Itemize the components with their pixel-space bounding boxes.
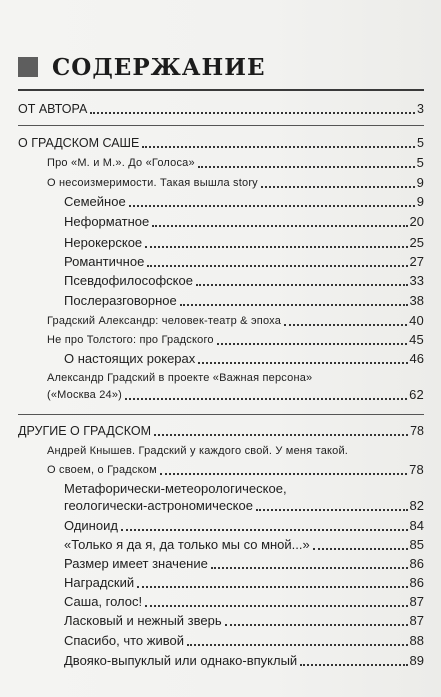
- entry-title: Неформатное: [64, 214, 150, 229]
- toc-entry-meteo[interactable]: [64, 498, 424, 514]
- entry-page: 33: [409, 273, 424, 288]
- dot-leader: [198, 165, 415, 168]
- entry-page: 86: [409, 556, 424, 571]
- toc-entry-neformat[interactable]: [64, 214, 424, 230]
- dot-leader: [261, 185, 415, 188]
- dot-leader: [121, 528, 408, 531]
- section-divider: [18, 414, 424, 415]
- toc-entry-semeynoe[interactable]: [64, 194, 424, 210]
- entry-title: Двояко-выпуклый или однако-впуклый: [64, 653, 298, 668]
- entry-title: Не про Толстого: про Градского: [47, 334, 214, 346]
- dot-leader: [137, 585, 407, 588]
- dot-leader: [145, 604, 407, 607]
- entry-title: Размер имеет значение: [64, 556, 208, 571]
- toc-entry-drugie[interactable]: [18, 423, 424, 439]
- entry-page: 27: [409, 254, 424, 269]
- heading-rule: [18, 89, 424, 91]
- dot-leader: [129, 204, 415, 207]
- entry-page: 5: [417, 136, 424, 150]
- dot-leader: [196, 283, 408, 286]
- toc-entry-author[interactable]: [18, 101, 424, 117]
- entry-title: геологически-астрономическое: [64, 498, 253, 513]
- dot-leader: [284, 323, 407, 326]
- toc-entry-odinoid[interactable]: [64, 518, 424, 534]
- entry-page: 87: [409, 594, 424, 609]
- dot-leader: [90, 111, 415, 114]
- entry-page: 9: [416, 175, 424, 190]
- entry-page: 78: [409, 462, 424, 477]
- dot-leader: [125, 397, 407, 400]
- entry-title: ДРУГИЕ О ГРАДСКОМ: [18, 424, 152, 438]
- dot-leader: [142, 145, 415, 148]
- toc-entry-nagradsky[interactable]: [64, 575, 424, 591]
- toc-entry-nesoizm[interactable]: [47, 175, 424, 191]
- toc-entry-psevdo[interactable]: [64, 273, 424, 289]
- entry-title: Псевдофилософское: [64, 273, 193, 288]
- dot-leader: [256, 508, 408, 511]
- entry-page: 25: [409, 235, 424, 250]
- toc-entry-tolstoy[interactable]: [47, 332, 424, 348]
- entry-title: Градский Александр: человек-театр & эпоха: [47, 315, 282, 327]
- toc-entry-rokery[interactable]: [64, 351, 424, 367]
- toc-entry-meteo-line1: Метафорически-метеорологическое,: [64, 481, 287, 496]
- entry-title: («Москва 24»): [47, 389, 123, 401]
- toc-entry-nerokersk[interactable]: [64, 235, 424, 251]
- entry-title: Про «М. и М.». До «Голоса»: [47, 157, 195, 169]
- entry-page: 20: [409, 214, 424, 229]
- toc-title: СОДЕРЖАНИЕ: [52, 53, 266, 81]
- dot-leader: [147, 264, 407, 267]
- entry-title: Нерокерское: [64, 235, 143, 250]
- dot-leader: [313, 547, 408, 550]
- dot-leader: [198, 361, 407, 364]
- heading-square-marker: [18, 57, 38, 77]
- entry-page: 78: [410, 424, 424, 438]
- entry-title: О несоизмеримости. Такая вышла story: [47, 177, 258, 189]
- toc-entry-vazhnaya[interactable]: [47, 387, 424, 403]
- entry-title: ОТ АВТОРА: [18, 102, 88, 116]
- entry-page: 3: [417, 102, 424, 116]
- entry-page: 88: [409, 633, 424, 648]
- entry-page: 82: [409, 498, 424, 513]
- toc-entry-vazhnaya-line1: Александр Градский в проекте «Важная персона»: [47, 372, 313, 384]
- entry-title: «Только я да я, да только мы со мной...»: [64, 537, 310, 552]
- toc-entry-posle[interactable]: [64, 293, 424, 309]
- entry-title: Романтичное: [64, 254, 145, 269]
- entry-page: 38: [409, 293, 424, 308]
- dot-leader: [225, 623, 408, 626]
- entry-page: 85: [409, 537, 424, 552]
- entry-title: Наградский: [64, 575, 135, 590]
- entry-page: 9: [416, 194, 424, 209]
- toc-entry-pro-mm[interactable]: [47, 155, 424, 171]
- toc-heading: [18, 52, 266, 82]
- entry-page: 45: [409, 332, 424, 347]
- entry-page: 62: [409, 387, 424, 402]
- dot-leader: [180, 303, 408, 306]
- entry-title: Семейное: [64, 194, 126, 209]
- dot-leader: [154, 433, 408, 436]
- toc-entry-dvoyako[interactable]: [64, 653, 424, 669]
- toc-entry-spasibo[interactable]: [64, 633, 424, 649]
- dot-leader: [160, 472, 407, 475]
- dot-leader: [152, 224, 407, 227]
- toc-entry-sasha-golos[interactable]: [64, 594, 424, 610]
- dot-leader: [211, 566, 408, 569]
- entry-title: Спасибо, что живой: [64, 633, 184, 648]
- toc-entry-o-svoem[interactable]: [47, 462, 424, 478]
- entry-page: 89: [409, 653, 424, 668]
- entry-title: Одиноид: [64, 518, 118, 533]
- toc-entry-knyshev: Андрей Кнышев. Градский у каждого свой. У меня такой.: [47, 445, 349, 457]
- dot-leader: [300, 663, 407, 666]
- entry-page: 86: [409, 575, 424, 590]
- entry-page: 84: [409, 518, 424, 533]
- entry-title: О настоящих рокерах: [64, 351, 196, 366]
- entry-page: 5: [416, 155, 424, 170]
- dot-leader: [145, 245, 407, 248]
- toc-entry-tolko[interactable]: [64, 537, 424, 553]
- toc-entry-razmer[interactable]: [64, 556, 424, 572]
- toc-entry-gradsky-al[interactable]: [47, 313, 424, 329]
- toc-entry-sasha[interactable]: [18, 135, 424, 151]
- entry-title: Послеразговорное: [64, 293, 177, 308]
- entry-title: О своем, о Градском: [47, 464, 157, 476]
- entry-page: 87: [409, 613, 424, 628]
- entry-page: 46: [409, 351, 424, 366]
- dot-leader: [187, 643, 408, 646]
- section-divider: [18, 125, 424, 126]
- dot-leader: [217, 342, 407, 345]
- entry-page: 40: [409, 313, 424, 328]
- entry-title: Ласковый и нежный зверь: [64, 613, 222, 628]
- entry-title: О ГРАДСКОМ САШЕ: [18, 136, 140, 150]
- toc-entry-laskovy[interactable]: [64, 613, 424, 629]
- entry-title: Саша, голос!: [64, 594, 143, 609]
- toc-entry-romant[interactable]: [64, 254, 424, 270]
